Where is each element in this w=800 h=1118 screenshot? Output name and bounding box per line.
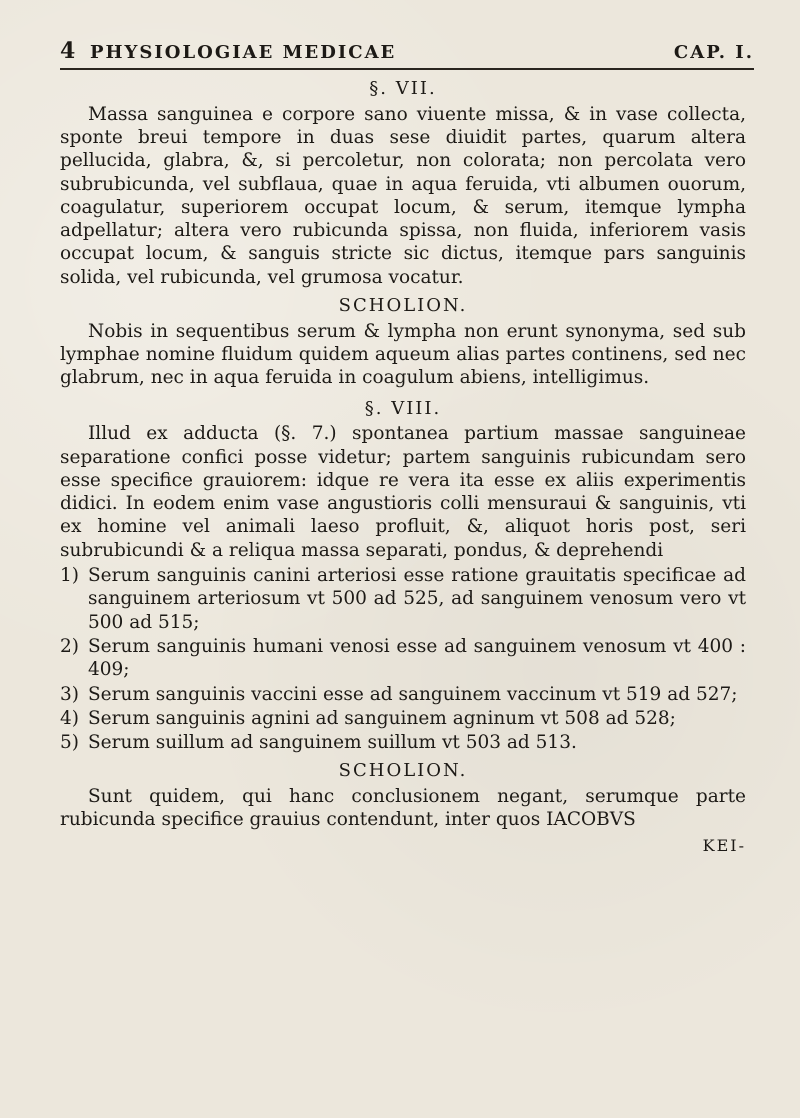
list-item — [60, 683, 746, 706]
page-header — [60, 38, 754, 70]
section-heading-vii: §. VII. — [369, 78, 437, 99]
list-text: Serum sanguinis humani venosi esse ad sanguinem venosum vt 400 : 409; — [88, 635, 746, 681]
paragraph-vii: Massa sanguinea e corpore sano viuente missa, & in vase collecta, sponte breui tempore in duas sese diuidit partes, quarum altera pellucida, glabra, &, si percoletur, non colorata; non percolata vero subrubicunda, vel subflaua, quae in aqua feruida, vti albumen ouorum, coagulatur, superiorem occupat locum, & serum, itemque lympha adpellatur; altera vero rubicunda spissa, non fluida, inferiorem vasis occupat locum, & sanguis stricte sic dictus, itemque pars sanguinis solida, vel rubicunda, vel grumosa vocatur. — [60, 103, 746, 288]
list-item — [60, 707, 746, 730]
list-item — [60, 564, 746, 634]
catchword: KEI- — [702, 835, 746, 855]
scholion-heading-2: SCHOLION. — [338, 760, 468, 782]
list-number: 5) — [60, 732, 79, 754]
list-number: 1) — [60, 565, 79, 587]
list-text: Serum sanguinis vaccini esse ad sanguinem vaccinum vt 519 ad 527; — [88, 683, 738, 705]
experiment-list — [60, 564, 746, 754]
list-number: 3) — [60, 683, 79, 705]
list-number: 4) — [60, 707, 79, 729]
chapter-label: CAP. I. — [673, 42, 754, 63]
page-number: 4 — [60, 38, 76, 64]
section-heading-viii: §. VIII. — [364, 397, 442, 419]
scholion-paragraph-1: Nobis in sequentibus serum & lympha non erunt synonyma, sed sub lymphae nomine fluidum quidem aqueum alias partes continens, sed nec glabrum, nec in aqua feruida in coagulum abiens, intelligimus. — [60, 320, 746, 389]
running-head: PHYSIOLOGIAE MEDICAE — [90, 42, 397, 63]
main-text — [60, 78, 746, 856]
paragraph-viii: Illud ex adducta (§. 7.) spontanea partium massae sanguineae separatione confici posse videtur; partem sanguinis rubicundam sero esse specifice grauiorem: idque re vera ita esse ex aliis experimentis didici. In eodem enim vase angustioris colli mensuraui & sanguinis, vti ex homine vel animali laeso profluit, &, aliquot horis post, seri subrubicundi & a reliqua massa separati, pondus, & deprehendi — [60, 423, 746, 561]
scholion-paragraph-2: Sunt quidem, qui hanc conclusionem negant, serumque parte rubicunda specifice grauius contendunt, inter quos IACOBVS — [60, 786, 746, 831]
list-text: Serum sanguinis canini arteriosi esse ratione grauitatis specificae ad sanguinem arteriosum vt 500 ad 525, ad sanguinem venosum vero vt 500 ad 515; — [88, 565, 746, 633]
list-item — [60, 635, 746, 682]
list-text: Serum suillum ad sanguinem suillum vt 503 ad 513. — [88, 732, 577, 754]
list-text: Serum sanguinis agnini ad sanguinem agninum vt 508 ad 528; — [88, 707, 676, 729]
list-number: 2) — [60, 635, 79, 657]
scholion-heading-1: SCHOLION. — [338, 295, 468, 317]
list-item — [60, 731, 746, 754]
